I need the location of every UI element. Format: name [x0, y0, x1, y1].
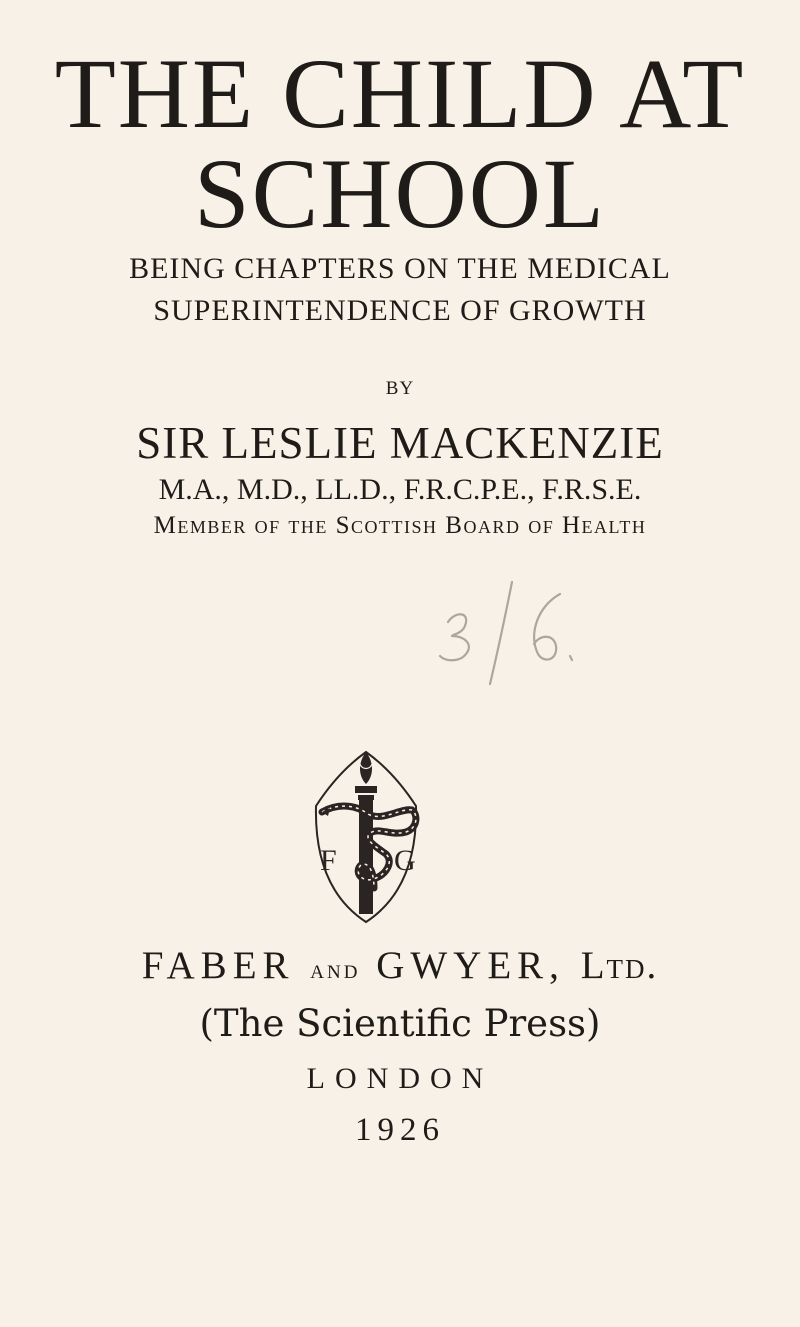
publisher-name-gwyer: GWYER,: [376, 944, 565, 987]
subtitle-line-1: BEING CHAPTERS ON THE MEDICAL: [129, 252, 671, 285]
author-name: SIR LESLIE MACKENZIE: [136, 418, 664, 468]
publication-year: 1926: [355, 1112, 445, 1148]
torch-and-serpent-emblem-icon: [300, 738, 432, 924]
publisher-ltd: Ltd.: [580, 944, 659, 987]
publisher-name-faber: FABER: [141, 944, 295, 987]
book-title-line-2: SCHOOL: [193, 138, 607, 249]
publisher-emblem: [300, 738, 432, 924]
author-position: Member of the Scottish Board of Health: [153, 512, 647, 539]
publisher-name: [0, 942, 800, 993]
emblem-letter-f: F: [320, 844, 337, 877]
press-name: (The Scientific Press): [199, 1002, 601, 1045]
book-subtitle: [0, 248, 800, 332]
emblem-letter-g: G: [394, 844, 416, 877]
publication-city: LONDON: [306, 1062, 494, 1095]
book-title-line-1: THE CHILD AT: [54, 38, 746, 149]
pencil-mark-icon: [420, 572, 600, 692]
author-degrees: M.A., M.D., LL.D., F.R.C.P.E., F.R.S.E.: [158, 473, 642, 506]
subtitle-line-2: SUPERINTENDENCE OF GROWTH: [153, 294, 647, 327]
publisher-and: and: [310, 954, 361, 984]
handwritten-price-note: [420, 572, 600, 692]
by-label: BY: [385, 378, 415, 399]
